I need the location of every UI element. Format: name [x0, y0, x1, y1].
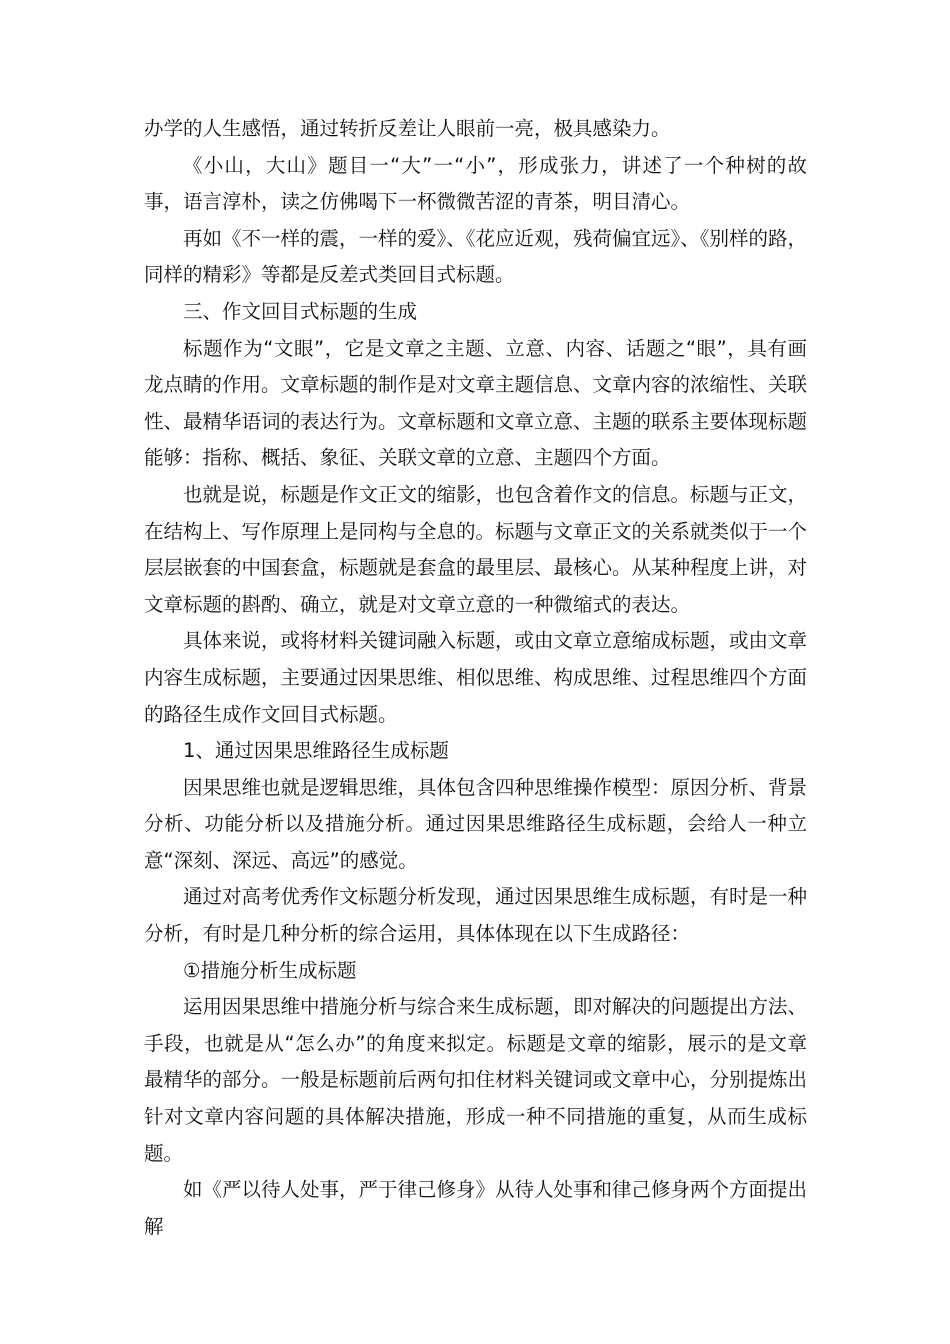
subsection-heading: ①措施分析生成标题 — [183, 958, 357, 982]
subsection-heading: 1、通过因果思维路径生成标题 — [183, 739, 449, 763]
paragraph: 标题作为“文眼”，它是文章之主题、立意、内容、话题之“眼”，具有画龙点睛的作用。文章标题的制作是对文章主题信息、文章内容的浓缩性、关联性、最精华语词的表达行为。文章标题和文章立意、主题的联系主要体现标题能够：指称、概括、象征、关联文章的立意、主题四个方面。 — [144, 336, 808, 470]
paragraph: 运用因果思维中措施分析与综合来生成标题，即对解决的问题提出方法、手段，也就是从“怎么办”的角度来拟定。标题是文章的缩影，展示的是文章最精华的部分。一般是标题前后两句扣住材料关键词或文章中心，分别提炼出针对文章内容问题的具体解决措施，形成一种不同措施的重复，从而生成标题。 — [144, 995, 808, 1165]
paragraph: 因果思维也就是逻辑思维，具体包含四种思维操作模型：原因分析、背景分析、功能分析以及措施分析。通过因果思维路径生成标题，会给人一种立意“深刻、深远、高远”的感觉。 — [144, 775, 808, 872]
paragraph: 再如《不一样的震，一样的爱》、《花应近观，残荷偏宜远》、《别样的路，同样的精彩》等都是反差式类回目式标题。 — [144, 226, 808, 287]
paragraph: 通过对高考优秀作文标题分析发现，通过因果思维生成标题，有时是一种分析，有时是几种分析的综合运用，具体体现在以下生成路径： — [144, 885, 808, 946]
section-heading: 三、作文回目式标题的生成 — [183, 299, 418, 323]
document-body — [144, 111, 807, 1245]
paragraph-continued: 办学的人生感悟，通过转折反差让人眼前一亮，极具感染力。 — [144, 117, 671, 140]
paragraph: 也就是说，标题是作文正文的缩影，也包含着作文的信息。标题与正文，在结构上、写作原理上是同构与全息的。标题与文章正文的关系就类似于一个层层嵌套的中国套盒，标题就是套盒的最里层、最核心。从某种程度上讲，对文章标题的斟酌、确立，就是对文章立意的一种微缩式的表达。 — [144, 482, 808, 616]
paragraph: 《小山，大山》题目一“大”一“小”，形成张力，讲述了一个种树的故事，语言淳朴，读之仿佛喝下一杯微微苦涩的青茶，明目清心。 — [144, 153, 807, 214]
paragraph-truncated: 如《严以待人处事，严于律己修身》从待人处事和律己修身两个方面提出解 — [144, 1178, 808, 1238]
paragraph: 具体来说，或将材料关键词融入标题，或由文章立意缩成标题，或由文章内容生成标题，主要通过因果思维、相似思维、构成思维、过程思维四个方面的路径生成作文回目式标题。 — [144, 629, 808, 726]
